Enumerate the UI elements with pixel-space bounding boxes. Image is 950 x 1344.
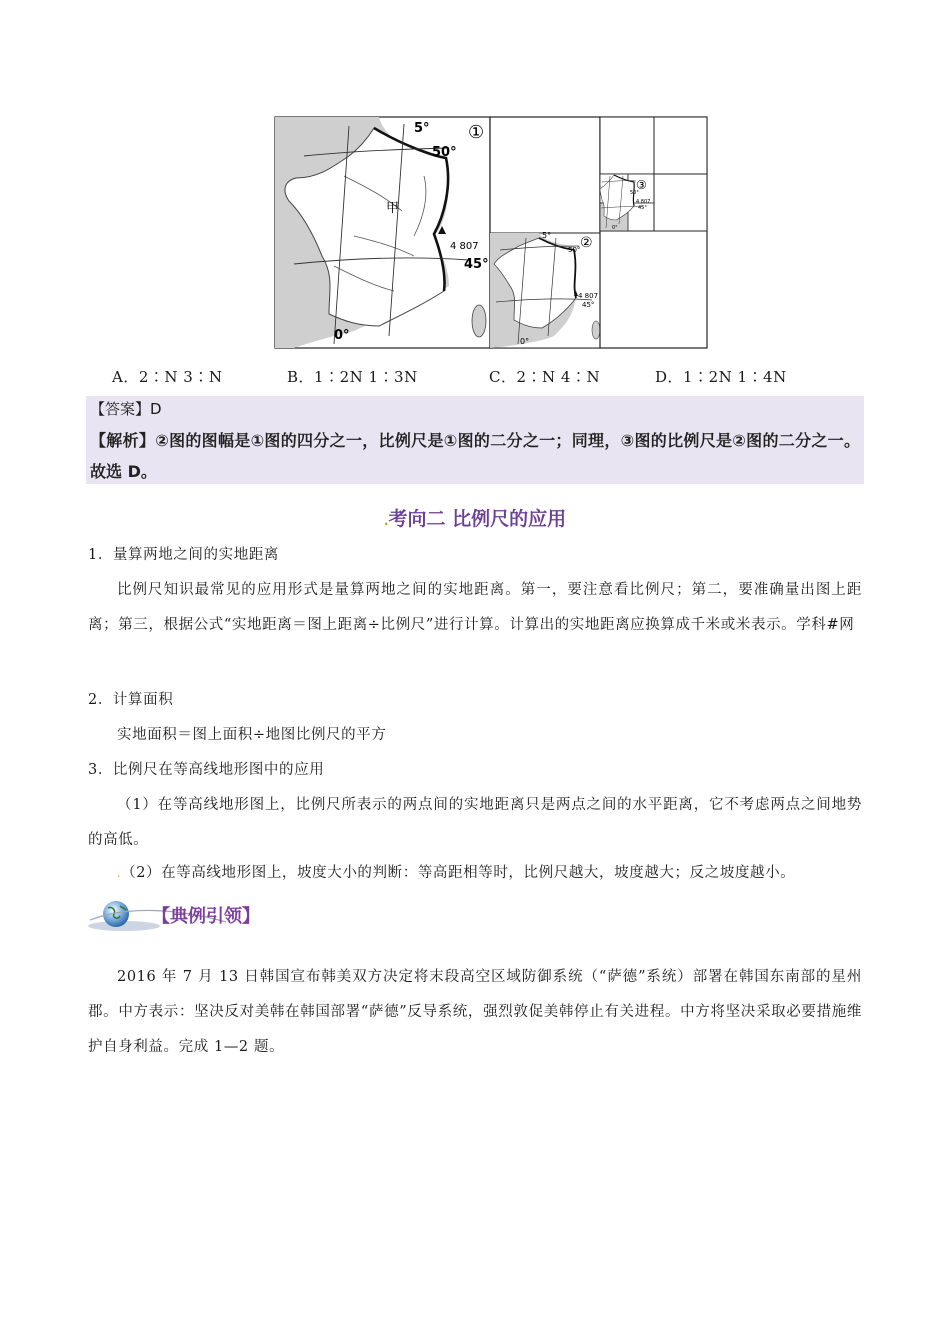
answer-value: D — [150, 400, 162, 418]
item-body-2: 实地面积＝图上面积÷地图比例尺的平方 — [117, 727, 387, 743]
map-panel-3 — [600, 117, 707, 348]
p3-parallel-50-label: 50° — [630, 190, 639, 196]
parallel-50-label: 50° — [432, 145, 457, 160]
p3-parallel-45-label: 45° — [638, 205, 647, 211]
p2-parallel-50-label: 50° — [568, 246, 581, 254]
item-body-3-2-text: （2）在等高线地形图上，坡度大小的判断：等高距相等时，比例尺越大，坡度越大；反之坡度越小。 — [121, 865, 796, 881]
section-title-text: 考向二 比例尺的应用 — [388, 508, 567, 530]
p2-meridian-0-label: 0° — [520, 337, 530, 346]
answer-prefix: 【答案】 — [90, 400, 151, 418]
decorative-dot-2: . — [117, 867, 122, 880]
parallel-45-label: 45° — [464, 257, 489, 272]
p3-meridian-0-label: 0° — [612, 225, 618, 231]
panel-3-number: ③ — [636, 178, 647, 192]
scale-maps-figure — [274, 116, 708, 349]
item-heading-2: 2．计算面积 — [88, 692, 174, 708]
panel-1-number: ① — [468, 122, 485, 143]
section-title — [0, 504, 950, 531]
item-body-3-2 — [88, 856, 862, 891]
place-jia-label: 甲 — [386, 201, 400, 216]
meridian-0-label: 0° — [334, 328, 350, 343]
option-b: B．1∶2N 1∶3N — [287, 368, 418, 386]
panel-2-number: ② — [580, 235, 593, 251]
item-body-1: 比例尺知识最常见的应用形式是量算两地之间的实地距离。第一，要注意看比例尺；第二，要准确量出图上距离；第三，根据公式“实地距离＝图上距离÷比例尺”进行计算。计算出的实地距离应换算成千米或米表示。学科#网 — [88, 582, 862, 633]
p2-parallel-45-label: 45° — [582, 301, 595, 309]
elevation-label: 4 807 — [450, 241, 479, 252]
analysis-text: ②图的图幅是①图的四分之一，比例尺是①图的二分之一；同理，③图的比例尺是②图的二分之一。故选 D。 — [90, 431, 860, 481]
p3-elevation-label: 4 807 — [636, 199, 651, 205]
meridian-5-label: 5° — [414, 121, 430, 136]
p2-meridian-5-label: 5° — [542, 231, 552, 240]
map-panel-2 — [490, 117, 600, 348]
item-heading-1: 1．量算两地之间的实地距离 — [88, 547, 280, 563]
p2-elevation-label: 4 807 — [578, 292, 599, 300]
item-heading-3: 3．比例尺在等高线地形图中的应用 — [88, 762, 325, 778]
option-c: C．2∶N 4∶N — [489, 368, 601, 386]
analysis-prefix: 【解析】 — [90, 431, 156, 450]
answer-line — [90, 398, 162, 419]
option-a: A．2∶N 3∶N — [112, 368, 223, 386]
option-d: D．1∶2N 1∶4N — [655, 368, 787, 386]
item-body-3-1: （1）在等高线地形图上，比例尺所表示的两点间的实地距离只是两点之间的水平距离，它不考虑两点之间地势的高低。 — [88, 797, 862, 848]
analysis — [90, 425, 860, 487]
map-panel-1 — [275, 117, 490, 348]
example-label: 【典例引领】 — [152, 906, 260, 927]
decorative-dot: . — [383, 514, 389, 528]
example-text: 2016 年 7 月 13 日韩国宣布韩美双方决定将末段高空区域防御系统（“萨德”系统）部署在韩国东南部的星州郡。中方表示：坚决反对美韩在韩国部署“萨德”反导系统，强烈敦促美韩停止有关进程。中方将坚决采取必要措施维护自身利益。完成 1—2 题。 — [88, 969, 862, 1055]
